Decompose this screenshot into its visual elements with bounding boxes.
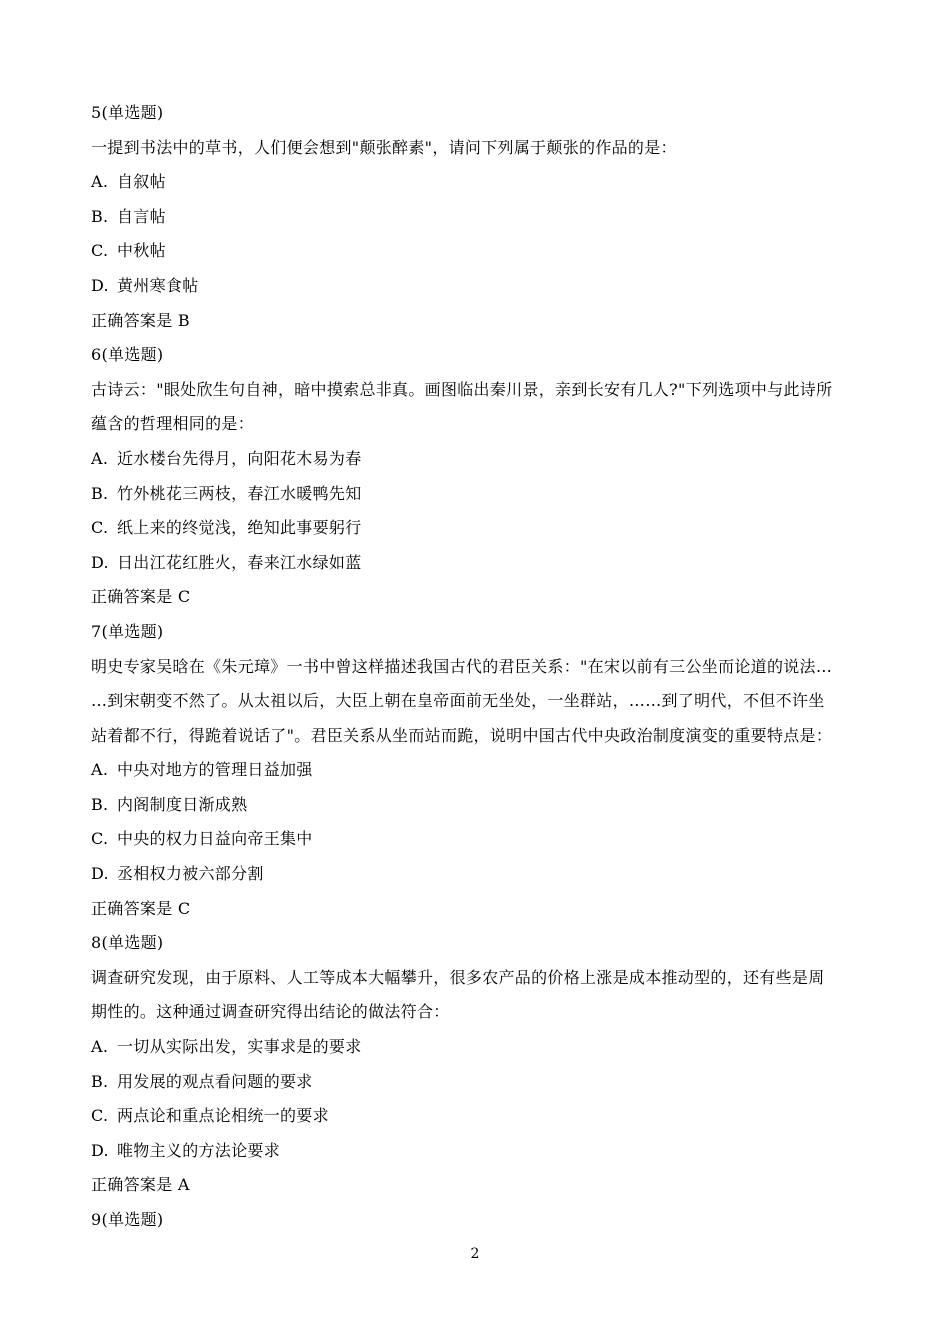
option-a xyxy=(91,442,861,477)
option-a xyxy=(91,165,861,200)
option-text: 近水楼台先得月，向阳花木易为春 xyxy=(117,448,362,468)
option-a xyxy=(91,1030,861,1065)
option-letter: A. xyxy=(91,760,109,780)
correct-answer: 正确答案是 C xyxy=(91,898,191,918)
question-stem xyxy=(91,650,861,754)
option-d xyxy=(91,857,861,892)
option-text: 纸上来的终觉浅，绝知此事要躬行 xyxy=(117,518,362,538)
question-header: 8(单选题) xyxy=(91,933,164,953)
option-letter: B. xyxy=(91,794,109,814)
question-8 xyxy=(91,926,861,1203)
option-letter: A. xyxy=(91,1037,109,1057)
option-letter: A. xyxy=(91,172,109,192)
option-letter: A. xyxy=(91,448,109,468)
stem-line: …到宋朝变不然了。从太祖以后，大臣上朝在皇帝面前无坐处，一坐群站，……到了明代，不但不许坐 xyxy=(91,691,825,711)
option-letter: C. xyxy=(91,1106,109,1126)
option-text: 两点论和重点论相统一的要求 xyxy=(117,1106,329,1126)
question-header: 6(单选题) xyxy=(91,345,164,365)
option-text: 用发展的观点看问题的要求 xyxy=(117,1071,313,1091)
correct-answer: 正确答案是 C xyxy=(91,587,191,607)
option-text: 黄州寒食帖 xyxy=(117,275,199,295)
option-letter: B. xyxy=(91,483,109,503)
option-d xyxy=(91,269,861,304)
question-5 xyxy=(91,96,861,338)
stem-line: 站着都不行，得跪着说话了"。君臣关系从坐而站而跪，说明中国古代中央政治制度演变的重要特点是： xyxy=(91,725,833,745)
option-letter: C. xyxy=(91,241,109,261)
option-text: 自叙帖 xyxy=(117,172,166,192)
option-letter: D. xyxy=(91,864,109,884)
option-b xyxy=(91,200,861,235)
question-9-header: 9(单选题) xyxy=(91,1210,164,1229)
option-letter: D. xyxy=(91,275,109,295)
option-text: 内阁制度日渐成熟 xyxy=(117,794,248,814)
option-c xyxy=(91,511,861,546)
option-text: 唯物主义的方法论要求 xyxy=(117,1140,281,1160)
option-text: 日出江花红胜火，春来江水绿如蓝 xyxy=(117,552,362,572)
option-letter: B. xyxy=(91,1071,109,1091)
option-c xyxy=(91,1099,861,1134)
option-letter: D. xyxy=(91,552,109,572)
option-a xyxy=(91,753,861,788)
question-stem xyxy=(91,131,861,166)
question-header: 7(单选题) xyxy=(91,621,164,641)
question-7 xyxy=(91,615,861,926)
option-text: 中秋帖 xyxy=(117,241,166,261)
question-stem xyxy=(91,961,861,1030)
option-text: 中央对地方的管理日益加强 xyxy=(117,760,313,780)
option-text: 中央的权力日益向帝王集中 xyxy=(117,829,313,849)
option-text: 自言帖 xyxy=(117,206,166,226)
question-header: 5(单选题) xyxy=(91,103,164,122)
option-letter: C. xyxy=(91,829,109,849)
stem-line: 调查研究发现，由于原料、人工等成本大幅攀升，很多农产品的价格上涨是成本推动型的，还有些是周 xyxy=(91,967,825,987)
option-d xyxy=(91,1134,861,1169)
stem-line: 古诗云："眼处欣生句自神，暗中摸索总非真。画图临出秦川景，亲到长安有几人?"下列选项中与此诗所 xyxy=(91,379,833,399)
option-b xyxy=(91,1065,861,1100)
stem-line: 期性的。这种通过调查研究得出结论的做法符合： xyxy=(91,1002,450,1022)
option-d xyxy=(91,546,861,581)
option-text: 丞相权力被六部分割 xyxy=(117,864,264,884)
stem-line: 蕴含的哲理相同的是： xyxy=(91,414,255,434)
option-letter: B. xyxy=(91,206,109,226)
option-text: 竹外桃花三两枝，春江水暖鸭先知 xyxy=(117,483,362,503)
stem-line: 一提到书法中的草书，人们便会想到"颠张醉素"，请问下列属于颠张的作品的是： xyxy=(91,137,677,157)
question-6 xyxy=(91,338,861,615)
option-b xyxy=(91,788,861,823)
document-body xyxy=(91,96,861,1238)
option-text: 一切从实际出发，实事求是的要求 xyxy=(117,1037,362,1057)
correct-answer: 正确答案是 A xyxy=(91,1175,190,1195)
option-c xyxy=(91,234,861,269)
stem-line: 明史专家吴晗在《朱元璋》一书中曾这样描述我国古代的君臣关系："在宋以前有三公坐而论道的说法… xyxy=(91,656,833,676)
option-b xyxy=(91,477,861,512)
option-letter: C. xyxy=(91,518,109,538)
page-number: 2 xyxy=(470,1246,480,1262)
option-c xyxy=(91,822,861,857)
option-letter: D. xyxy=(91,1140,109,1160)
question-stem xyxy=(91,373,861,442)
correct-answer: 正确答案是 B xyxy=(91,310,190,330)
